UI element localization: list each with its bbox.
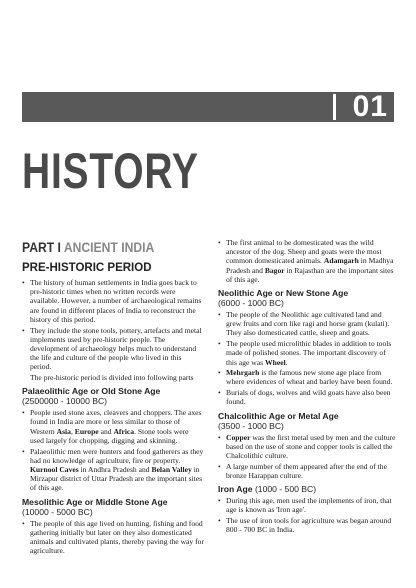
list-item: • They include the stone tools, pottery, artefacts and metal implements used by pre-historic people. The development of archaeology helps much to understand the life and culture of the people who lived in this period. (22, 326, 204, 372)
heading-text: Palaeolithic Age or Old Stone Age (22, 386, 161, 397)
chapter-number-divider (333, 94, 336, 120)
list-item: • The first animal to be domesticated was the wild ancestor of the dog. Sheep and goats were the most common domesticated animals. Adamgarh in Madhya Pradesh and Bagor in Rajasthan are the important sites of this age. (218, 238, 398, 284)
chalcolithic-list (218, 433, 398, 481)
heading-text: Chalcolithic Age or Metal Age (218, 410, 339, 421)
mesolithic-list (22, 519, 204, 556)
list-item: • Mehrgarh is the famous new stone age place from where evidences of wheat and barley have been found. (218, 368, 398, 386)
iron-age-list (218, 496, 398, 534)
heading-text: Iron Age (218, 484, 253, 495)
part-name: ANCIENT INDIA (63, 240, 155, 255)
chapter-header-band (22, 92, 394, 122)
list-item: • People used stone axes, cleavers and choppers. The axes found in India are more or less similar to those of Western Asia, Europe and Africa. Stone tools were used largely for chopping, digging and skinning. (22, 408, 204, 445)
part-heading (22, 240, 186, 256)
mesolithic-list-continued (218, 238, 398, 284)
heading-dates: (1000 - 500 BC) (254, 484, 317, 495)
list-item: • Palaeolithic men were hunters and food gatherers as they had no knowledge of agriculture, fire or property. Kurnool Caves in Andhra Pradesh and Belan Valley in Mirzapur district of Uttar Pradesh are the important sites of this age. (22, 447, 204, 493)
heading-dates: (3500 - 1000 BC) (218, 420, 284, 431)
list-item: • The history of human settlements in India goes back to pre-historic times when no written records were available. However, a number of archaeological remains are found in different places of India to reconstruct the history of this period. (22, 278, 204, 324)
intro-list (22, 278, 204, 372)
iron-age-heading (218, 484, 398, 494)
chapter-title: HISTORY (22, 143, 199, 199)
heading-dates: (2500000 - 10000 BC) (22, 396, 108, 407)
palaeolithic-heading (22, 386, 204, 406)
neolithic-list (218, 310, 398, 407)
right-column (218, 238, 398, 536)
section-title: PRE-HISTORIC PERIOD (22, 262, 152, 274)
chapter-number: 01 (352, 90, 388, 123)
mesolithic-heading (22, 497, 204, 517)
heading-text: Mesolithic Age or Middle Stone Age (22, 496, 168, 507)
neolithic-heading (218, 288, 398, 308)
left-column (22, 240, 204, 557)
list-item: • The people used microlithic blades in addition to tools made of polished stones. The important discovery of this age was Wheel. (218, 339, 398, 367)
list-item: • The people of this age lived on hunting, fishing and food gathering initially but later on they also domesticated animals and cultivated plants, thereby paving the way for agriculture. (22, 519, 204, 556)
heading-dates: (10000 - 5000 BC) (22, 506, 93, 517)
heading-text: Neolithic Age or New Stone Age (218, 288, 349, 299)
list-item: • A large number of them appeared after the end of the bronze Harappan culture. (218, 462, 398, 480)
list-item: • The use of iron tools for agriculture was began around 800 - 700 BC in India. (218, 516, 398, 534)
heading-dates: (6000 - 1000 BC) (218, 298, 284, 309)
palaeolithic-list (22, 408, 204, 492)
list-item: • Copper was the first metal used by men and the culture based on the use of stone and copper tools is called the Chalcolithic culture. (218, 433, 398, 461)
divided-text: The pre-historic period is divided into following parts (30, 373, 194, 383)
chalcolithic-heading (218, 411, 398, 431)
list-item: • Burials of dogs, wolves and wild goats have also been found. (218, 388, 398, 406)
list-item: • During this age, men used the implements of iron, that age is known as 'Iron age'. (218, 496, 398, 514)
list-item: • The people of the Neolithic age cultivated land and grew fruits and corn like ragi and horse gram (kulati). They also domesticated cattle, sheep and goats. (218, 310, 398, 338)
part-label: PART I (22, 240, 61, 255)
